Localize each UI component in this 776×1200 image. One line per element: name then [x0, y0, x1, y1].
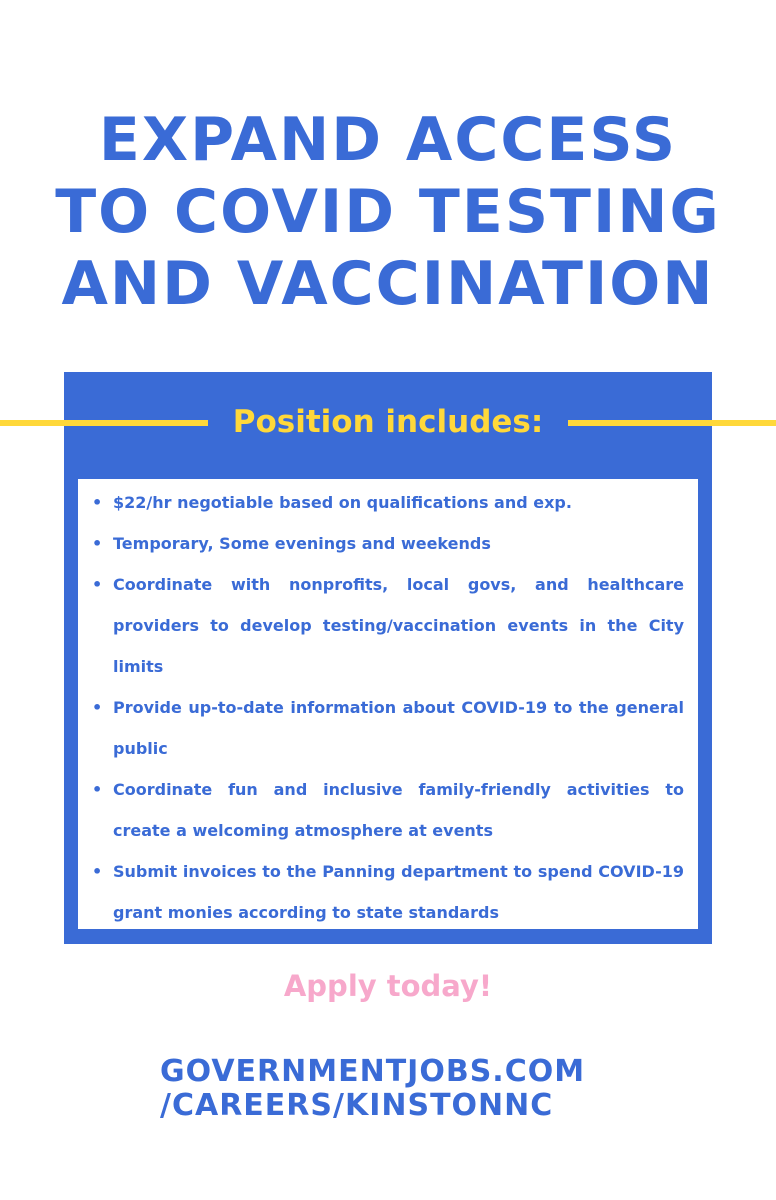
yellow-divider-right — [568, 420, 776, 426]
list-item — [92, 523, 684, 564]
list-item-text: Temporary, Some evenings and weekends — [113, 534, 491, 553]
careers-url-line-2[interactable]: /CAREERS/KINSTONNC — [160, 1088, 554, 1123]
bullet-icon: • — [92, 534, 103, 553]
headline-line-2: TO COVID TESTING — [55, 177, 721, 247]
bullet-icon: • — [92, 698, 103, 717]
apply-today-text: Apply today! — [283, 969, 493, 1003]
careers-url[interactable] — [160, 1055, 585, 1123]
position-details-list — [78, 479, 698, 933]
list-item-text: Submit invoices to the Panning department to spend COVID-19 grant monies according to state standards — [113, 862, 684, 922]
position-details-box — [78, 479, 698, 929]
bullet-icon: • — [92, 862, 103, 881]
list-item-text: Provide up-to-date information about COVID-19 to the general public — [113, 698, 684, 758]
careers-url-line-1[interactable]: GOVERNMENTJOBS.COM — [160, 1054, 586, 1089]
list-item — [92, 687, 684, 769]
headline-line-1: EXPAND ACCESS — [98, 105, 678, 175]
headline — [0, 104, 776, 320]
yellow-divider-left — [0, 420, 208, 426]
list-item — [92, 769, 684, 851]
list-item-text: $22/hr negotiable based on qualifications and exp. — [113, 493, 572, 512]
bullet-icon: • — [92, 493, 103, 512]
list-item-text: Coordinate with nonprofits, local govs, and healthcare providers to develop testing/vaccination events in the City limits — [113, 575, 684, 676]
bullet-icon: • — [92, 780, 103, 799]
list-item-text: Coordinate fun and inclusive family-friendly activities to create a welcoming atmosphere at events — [113, 780, 684, 840]
bullet-icon: • — [92, 575, 103, 594]
list-item — [92, 564, 684, 687]
list-item — [92, 482, 684, 523]
position-includes-heading: Position includes: — [232, 404, 544, 440]
headline-line-3: AND VACCINATION — [61, 249, 715, 319]
list-item — [92, 851, 684, 933]
